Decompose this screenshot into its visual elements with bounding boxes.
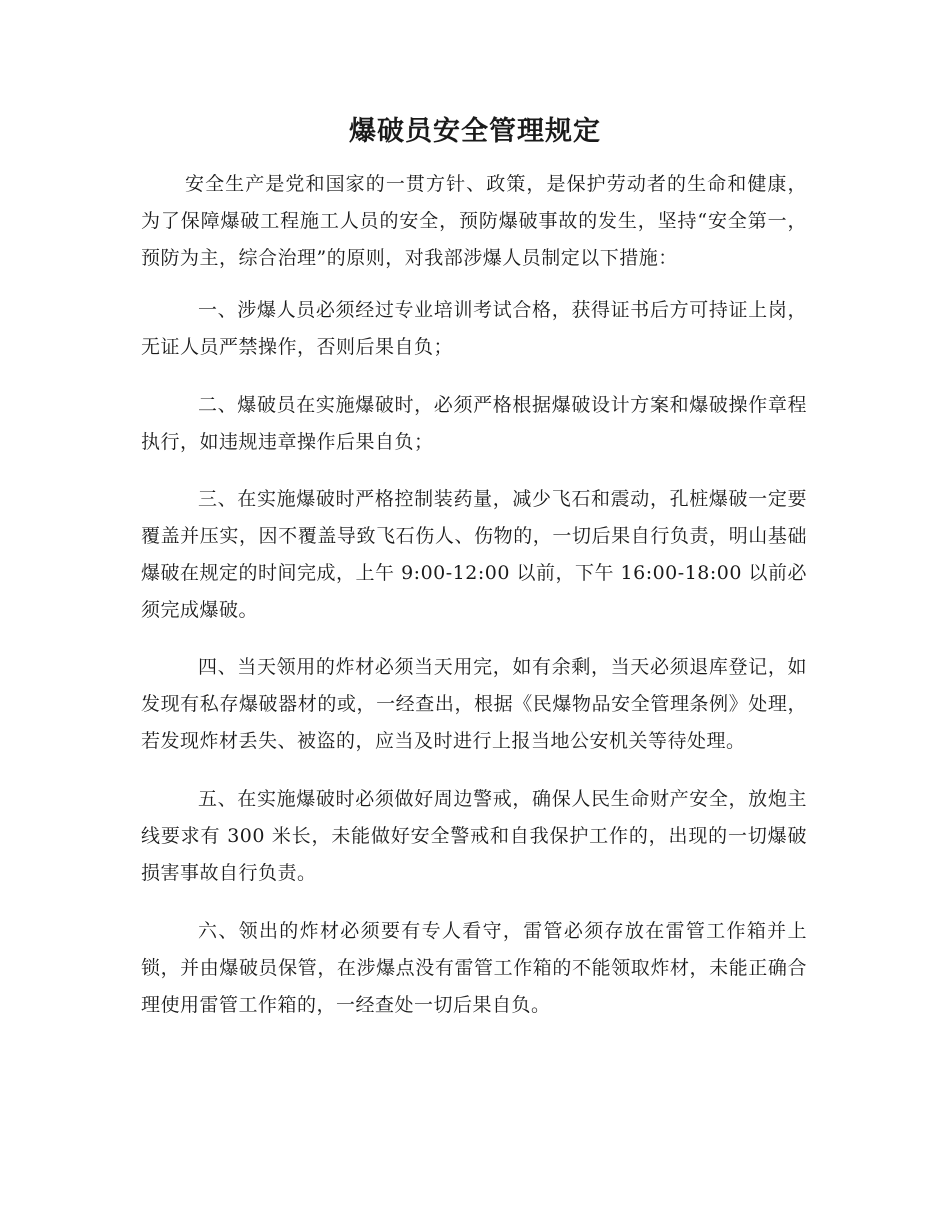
document-body [141,166,807,1024]
rule-paragraph-2: 二、爆破员在实施爆破时，必须严格根据爆破设计方案和爆破操作章程执行，如违规违章操作后果自负； [141,394,807,453]
rule-paragraph-1: 一、涉爆人员必须经过专业培训考试合格，获得证书后方可持证上岗，无证人员严禁操作，否则后果自负； [141,299,807,358]
rule-paragraph-4: 四、当天领用的炸材必须当天用完，如有余剩，当天必须退库登记，如发现有私存爆破器材的或，一经查出，根据《民爆物品安全管理条例》处理，若发现炸材丢失、被盗的，应当及时进行上报当地公安机关等待处理。 [141,656,807,752]
rule-paragraph-3: 三、在实施爆破时严格控制装药量，减少飞石和震动，孔桩爆破一定要覆盖并压实，因不覆盖导致飞石伤人、伤物的，一切后果自行负责，明山基础爆破在规定的时间完成，上午 9:00-12:00 以前，下午 16:00-18:00 以前必须完成爆破。 [141,488,807,621]
rule-paragraph-6: 六、领出的炸材必须要有专人看守，雷管必须存放在雷管工作箱并上锁，并由爆破员保管，在涉爆点没有雷管工作箱的不能领取炸材，未能正确合理使用雷管工作箱的，一经查处一切后果自负。 [141,920,807,1016]
intro-paragraph: 安全生产是党和国家的一贯方针、政策，是保护劳动者的生命和健康，为了保障爆破工程施工人员的安全，预防爆破事故的发生，坚持“安全第一，预防为主，综合治理”的原则，对我部涉爆人员制定以下措施： [141,173,807,269]
rule-paragraph-5: 五、在实施爆破时必须做好周边警戒，确保人民生命财产安全，放炮主线要求有 300 米长，未能做好安全警戒和自我保护工作的，出现的一切爆破损害事故自行负责。 [141,788,807,884]
document-title: 爆破员安全管理规定 [349,116,601,147]
